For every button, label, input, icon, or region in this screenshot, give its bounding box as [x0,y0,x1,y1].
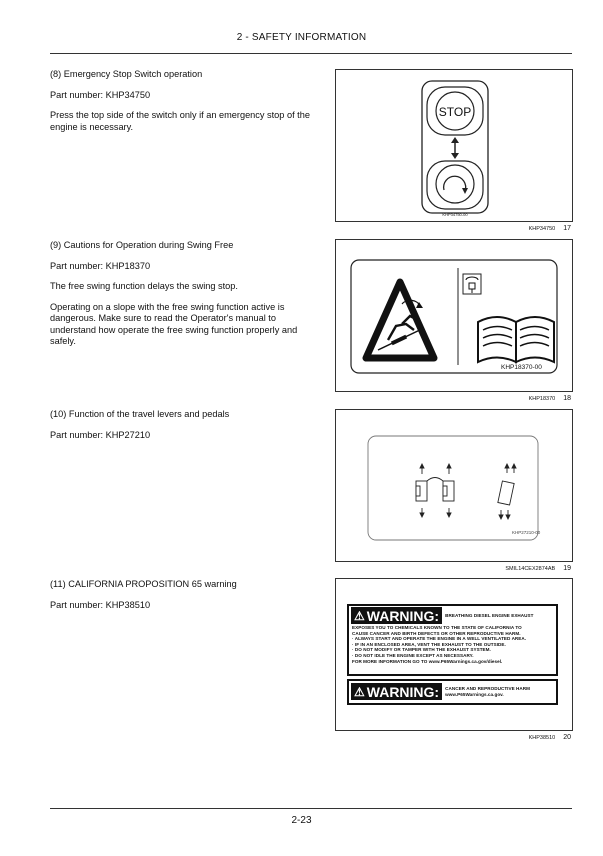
section-title: (9) Cautions for Operation during Swing Free [50,240,234,250]
figure-caption [529,395,571,402]
section-prop65 [50,579,320,620]
figure-number: 18 [563,395,571,402]
warning-line: · DO NOT IDLE THE ENGINE EXCEPT AS NECESSARY. [352,652,474,658]
warning-line: FOR MORE INFORMATION GO TO www.P65Warnings.ca.gov/diesel. [352,658,503,664]
figure-caption [529,225,571,232]
header-rule [50,53,572,54]
figure-number: 20 [563,734,571,741]
figure-code: KHP27210-00 [512,530,541,535]
section-emergency-stop [50,69,320,142]
figure-number: 19 [563,565,571,572]
section-text: Operating on a slope with the free swing function active is dangerous. Make sure to read the Operator's manual to understand how operate the free swing function properly and safely. [50,301,298,346]
swing-free-illustration [336,240,572,391]
figure-caption [505,565,571,572]
section-title: (11) CALIFORNIA PROPOSITION 65 warning [50,579,237,589]
warning-heading: CANCER AND REPRODUCTIVE HARM [445,685,531,691]
caption-code: KHP34750 [528,226,556,232]
page-number: 2-23 [291,815,312,826]
warning-triangle-icon: ⚠ [354,684,365,699]
warning-badge [351,607,442,624]
figure-travel-levers [335,409,573,562]
warning-heading: BREATHING DIESEL ENGINE EXHAUST [445,612,534,618]
part-number: Part number: KHP18370 [50,260,151,271]
part-number: Part number: KHP38510 [50,599,151,610]
page-header: 2 - SAFETY INFORMATION [236,32,367,43]
stop-label: STOP [438,105,472,119]
caption-code: KHP18370 [528,396,556,402]
figure-caption [529,734,571,741]
travel-levers-illustration [336,410,572,561]
section-title: (10) Function of the travel levers and pedals [50,409,230,419]
section-text: Press the top side of the switch only if an emergency stop of the engine is necessary. [50,110,310,132]
section-text: The free swing function delays the swing stop. [50,281,238,291]
warning-line: · DO NOT MODIFY OR TAMPER WITH THE EXHAUST SYSTEM. [352,647,491,653]
footer-rule [50,808,572,809]
section-swing-free [50,240,320,357]
warning-line: · ALWAYS START AND OPERATE THE ENGINE IN A WELL VENTILATED AREA. [352,636,527,642]
stop-switch-illustration [336,70,572,221]
figure-number: 17 [563,225,571,232]
warning-word: WARNING: [366,607,440,624]
section-title: (8) Emergency Stop Switch operation [50,69,203,79]
warning-url: www.P65Warnings.ca.gov. [445,691,504,697]
figure-prop65-warning [335,578,573,731]
figure-code: KHP34750-00 [442,212,468,217]
warning-badge [351,683,442,700]
figure-swing-free [335,239,573,392]
warning-line: · IF IN AN ENCLOSED AREA, VENT THE EXHAUST TO THE OUTSIDE. [352,641,506,647]
figure-code: KHP18370-00 [501,364,542,371]
caption-code: SMIL14CEX2874AB [505,566,556,572]
caption-code: KHP38510 [528,735,556,741]
warning-label-cancer [347,679,558,705]
section-travel-levers [50,409,320,450]
figure-stop-switch [335,69,573,222]
part-number: Part number: KHP27210 [50,429,151,440]
part-number: Part number: KHP34750 [50,89,151,100]
warning-triangle-icon: ⚠ [354,608,365,623]
warning-line: CAUSE CANCER AND BIRTH DEFECTS OR OTHER REPRODUCTIVE HARM. [352,630,521,636]
warning-body [349,625,556,664]
warning-word: WARNING: [366,683,440,700]
warning-line: EXPOSES YOU TO CHEMICALS KNOWN TO THE STATE OF CALIFORNIA TO [352,625,522,630]
warning-label-exhaust [347,604,558,676]
